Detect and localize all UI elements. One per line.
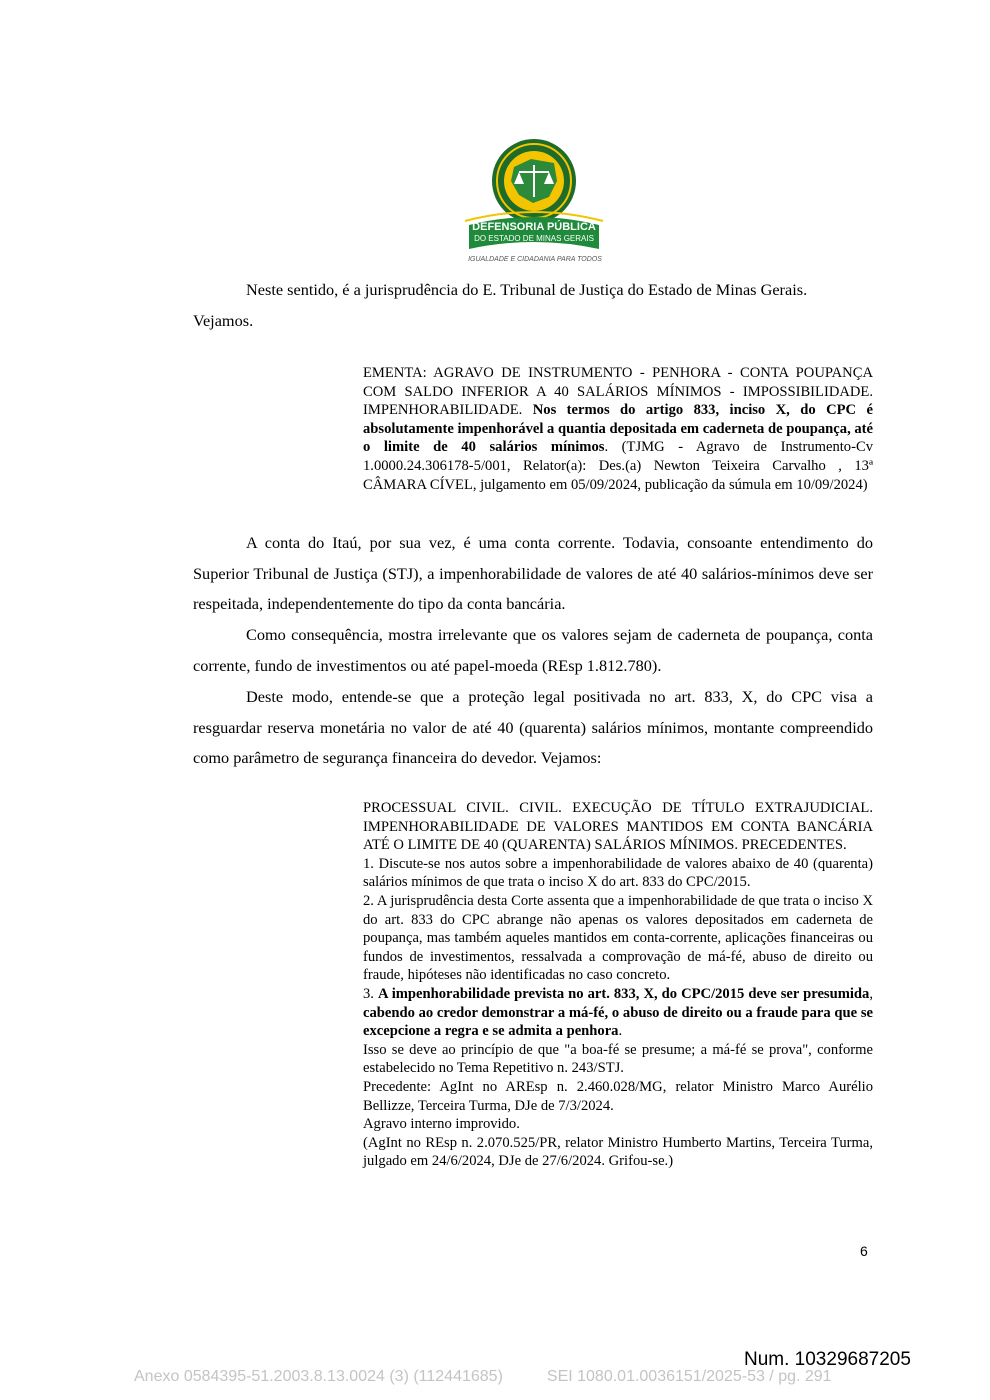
quote2-precedente: Precedente: AgInt no AREsp n. 2.460.028/MG, relator Ministro Marco Aurélio Bellizze, Terceira Turma, DJe de 7/3/2024. — [363, 1078, 873, 1114]
logo-title — [459, 221, 609, 245]
quote2-boafe: Isso se deve ao princípio de que "a boa-fé se presume; a má-fé se prova", conforme estabelecido no Tema Repetitivo n. 243/STJ. — [363, 1041, 873, 1077]
document-number: Num. 10329687205 — [744, 1349, 911, 1370]
quote-stj — [363, 799, 873, 1171]
quote2-item-1: 1. Discute-se nos autos sobre a impenhorabilidade de valores abaixo de 40 (quarenta) salários mínimos de que trata o inciso X do art. 833 do CPC/2015. — [363, 855, 873, 891]
logo-tagline: IGUALDADE E CIDADANIA PARA TODOS — [468, 256, 602, 263]
quote2-item3-num: 3. — [363, 985, 378, 1002]
intro-line-2: Vejamos. — [193, 311, 254, 330]
quote1-text-1: EMENTA: AGRAVO DE INSTRUMENTO - PENHORA - CONTA POUPANÇA COM SALDO INFERIOR A 40 SALÁRIOS MÍNIMOS - IMPOSSIBILIDADE. IMPENHORABILIDADE. — [363, 365, 873, 419]
footer-sei: SEI 1080.01.0036151/2025-53 / pg. 291 — [546, 1368, 832, 1385]
quote1-bold: Nos termos do artigo 833, inciso X, do CPC é absolutamente impenhorável a quantia depositada em caderneta de poupança, até o limite de 40 salários mínimos — [363, 402, 873, 456]
intro-line-1: Neste sentido, é a jurisprudência do E. Tribunal de Justiça do Estado de Minas Gerais. — [246, 280, 808, 299]
quote2-item3-comma: , — [869, 985, 874, 1002]
quote1-text-2: . (TJMG - Agravo de Instrumento-Cv 1.0000.24.306178-5/001, Relator(a): Des.(a) Newton Teixeira Carvalho , 13ª CÂMARA CÍVEL, julgamento em 05/09/2024, publicação da súmula em 10/09/2024) — [363, 439, 873, 493]
quote2-item3-bold-2: cabendo ao credor demonstrar a má-fé, o abuso de direito ou a fraude para que se excepcione a regra e se admita a penhora — [363, 1004, 873, 1040]
footer-anexo: Anexo 0584395-51.2003.8.13.0024 (3) (112441685) — [134, 1368, 503, 1385]
paragraph-itau: A conta do Itaú, por sua vez, é uma conta corrente. Todavia, consoante entendimento do Superior Tribunal de Justiça (STJ), a impenhorabilidade de valores de até 40 salários-mínimos deve ser respeitada, independentemente do tipo da conta bancária. — [193, 533, 873, 613]
quote2-heading: PROCESSUAL CIVIL. CIVIL. EXECUÇÃO DE TÍTULO EXTRAJUDICIAL. IMPENHORABILIDADE DE VALORES MANTIDOS EM CONTA BANCÁRIA ATÉ O LIMITE DE 40 (QUARENTA) SALÁRIOS MÍNIMOS. PRECEDENTES. — [363, 800, 873, 854]
quote2-item3-end: . — [618, 1023, 623, 1040]
quote-ementa-tjmg — [363, 364, 873, 494]
paragraph-consequencia: Como consequência, mostra irrelevante que os valores sejam de caderneta de poupança, conta corrente, fundo de investimentos ou até papel-moeda (REsp 1.812.780). — [193, 625, 873, 675]
quote2-agravo: Agravo interno improvido. — [363, 1116, 520, 1133]
quote2-item-3 — [363, 985, 873, 1041]
page-number: 6 — [860, 1243, 868, 1259]
defensoria-logo — [459, 137, 609, 269]
quote2-item-2: 2. A jurisprudência desta Corte assenta que a impenhorabilidade de que trata o inciso X do art. 833 do CPC abrange não apenas os valores depositados em caderneta de poupança, mas também aqueles mantidos em conta-corrente, aplicações financeiras ou fundos de investimentos, ressalvada a comprovação de má-fé, abuso de direito ou fraude, hipóteses não identificadas no caso concreto. — [363, 892, 873, 984]
paragraph-protecao-legal: Deste modo, entende-se que a proteção legal positivada no art. 833, X, do CPC visa a resguardar reserva monetária no valor de até 40 (quarenta) salários mínimos, montante compreendido como parâmetro de segurança financeira do devedor. Vejamos: — [193, 687, 873, 767]
logo-line-1: DEFENSORIA PÚBLICA — [472, 221, 596, 233]
quote2-citation: (AgInt no REsp n. 2.070.525/PR, relator Ministro Humberto Martins, Terceira Turma, julgado em 24/6/2024, DJe de 27/6/2024. Grifou-se.) — [363, 1134, 873, 1170]
logo-line-2: DO ESTADO DE MINAS GERAIS — [474, 234, 594, 243]
quote2-item3-bold-1: A impenhorabilidade prevista no art. 833, X, do CPC/2015 deve ser presumida — [377, 985, 870, 1002]
footer-stamp — [134, 1368, 832, 1386]
